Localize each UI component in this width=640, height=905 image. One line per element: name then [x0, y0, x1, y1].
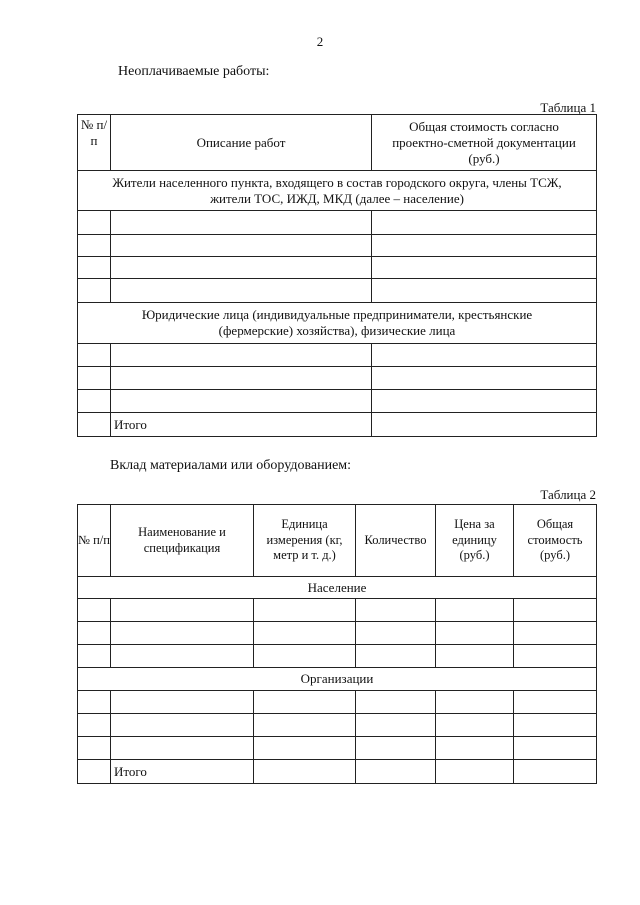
- table-cell: [78, 344, 111, 367]
- table-cell: [356, 622, 436, 645]
- table-cell: [372, 344, 597, 367]
- table-cell: [514, 645, 597, 668]
- table-cell: [78, 622, 111, 645]
- table-cell: [111, 645, 254, 668]
- table-cell: [356, 737, 436, 760]
- table-cell: [372, 257, 597, 279]
- table-cell: [254, 599, 356, 622]
- table-cell: [78, 599, 111, 622]
- table-cell: [254, 714, 356, 737]
- table2-group-row: [78, 577, 597, 599]
- table-cell: [254, 737, 356, 760]
- table2-header-row: [78, 505, 597, 577]
- table1-group-row: [78, 171, 597, 211]
- section2-heading: Вклад материалами или оборудованием:: [110, 458, 352, 473]
- table-cell: [356, 760, 436, 784]
- table2-group-row: [78, 668, 597, 691]
- section1-heading: Неоплачиваемые работы:: [118, 64, 270, 79]
- table-cell: [436, 760, 514, 784]
- table2-header-qty: Количество: [356, 505, 436, 577]
- table-cell: [111, 737, 254, 760]
- table-cell: [356, 599, 436, 622]
- table-cell: [514, 714, 597, 737]
- table-cell: [111, 714, 254, 737]
- table1-group-row: [78, 303, 597, 344]
- table-cell: [111, 279, 372, 303]
- table-cell: [254, 622, 356, 645]
- table-row: [78, 737, 597, 760]
- table-cell: [111, 599, 254, 622]
- table-cell: [78, 235, 111, 257]
- table1-header-cost: Общая стоимость согласно проектно-сметной документации (руб.): [372, 115, 597, 171]
- table-cell: [436, 714, 514, 737]
- table-cell: [436, 691, 514, 714]
- table-cell: [111, 367, 372, 390]
- table-cell: [436, 599, 514, 622]
- table1-total-label: Итого: [111, 413, 372, 437]
- table-cell: [111, 344, 372, 367]
- table-cell: [78, 691, 111, 714]
- table2: [77, 504, 597, 784]
- table-cell: [78, 645, 111, 668]
- table2-header-name: Наименование и спецификация: [111, 505, 254, 577]
- table-row: [78, 622, 597, 645]
- table2-header-price: Цена за единицу (руб.): [436, 505, 514, 577]
- table-cell: [372, 235, 597, 257]
- table1-total-row: [78, 413, 597, 437]
- table-cell: [111, 235, 372, 257]
- table-cell: [111, 691, 254, 714]
- table-cell: [514, 691, 597, 714]
- page-number: 2: [316, 34, 324, 49]
- table1-header-row: [78, 115, 597, 171]
- table2-total-row: [78, 760, 597, 784]
- table-cell: [436, 645, 514, 668]
- table-cell: [514, 737, 597, 760]
- table-row: [78, 257, 597, 279]
- table-row: [78, 211, 597, 235]
- table-cell: [78, 737, 111, 760]
- table2-header-num: № п/п: [78, 505, 111, 577]
- table-row: [78, 344, 597, 367]
- table1: [77, 114, 597, 437]
- table-cell: [254, 760, 356, 784]
- table-cell: [372, 413, 597, 437]
- table-cell: [111, 211, 372, 235]
- table-cell: [372, 390, 597, 413]
- table2-total-label: Итого: [111, 760, 254, 784]
- table1-header-num: № п/п: [78, 115, 111, 171]
- table-cell: [372, 211, 597, 235]
- table-row: [78, 714, 597, 737]
- table-cell: [111, 390, 372, 413]
- table-cell: [78, 367, 111, 390]
- table-cell: [78, 211, 111, 235]
- table-row: [78, 390, 597, 413]
- table-cell: [254, 691, 356, 714]
- table2-header-unit: Единица измерения (кг, метр и т. д.): [254, 505, 356, 577]
- table-cell: [356, 691, 436, 714]
- table-cell: [78, 257, 111, 279]
- table-cell: [78, 714, 111, 737]
- table-cell: [111, 257, 372, 279]
- table-cell: [254, 645, 356, 668]
- table1-group-legal: Юридические лица (индивидуальные предприниматели, крестьянские (фермерские) хозяйства), физические лица: [78, 303, 597, 344]
- table-cell: [514, 622, 597, 645]
- table1-group-population: Жители населенного пункта, входящего в состав городского округа, члены ТСЖ, жители ТОС, ИЖД, МКД (далее – население): [78, 171, 597, 211]
- table-cell: [436, 737, 514, 760]
- table-cell: [78, 279, 111, 303]
- table-row: [78, 691, 597, 714]
- table-cell: [356, 714, 436, 737]
- table2-group-population: Население: [78, 577, 597, 599]
- table1-header-description: Описание работ: [111, 115, 372, 171]
- table-cell: [436, 622, 514, 645]
- table2-caption: Таблица 2: [540, 487, 596, 502]
- table-row: [78, 235, 597, 257]
- table-cell: [514, 760, 597, 784]
- table-row: [78, 599, 597, 622]
- table-row: [78, 279, 597, 303]
- table2-group-organizations: Организации: [78, 668, 597, 691]
- table-cell: [514, 599, 597, 622]
- table-cell: [372, 279, 597, 303]
- table-cell: [372, 367, 597, 390]
- table-cell: [78, 390, 111, 413]
- table-cell: [111, 622, 254, 645]
- table-cell: [78, 760, 111, 784]
- table-row: [78, 645, 597, 668]
- table-cell: [356, 645, 436, 668]
- table-cell: [78, 413, 111, 437]
- table-row: [78, 367, 597, 390]
- table1-caption: Таблица 1: [540, 100, 596, 115]
- table2-header-total-cost: Общая стоимость (руб.): [514, 505, 597, 577]
